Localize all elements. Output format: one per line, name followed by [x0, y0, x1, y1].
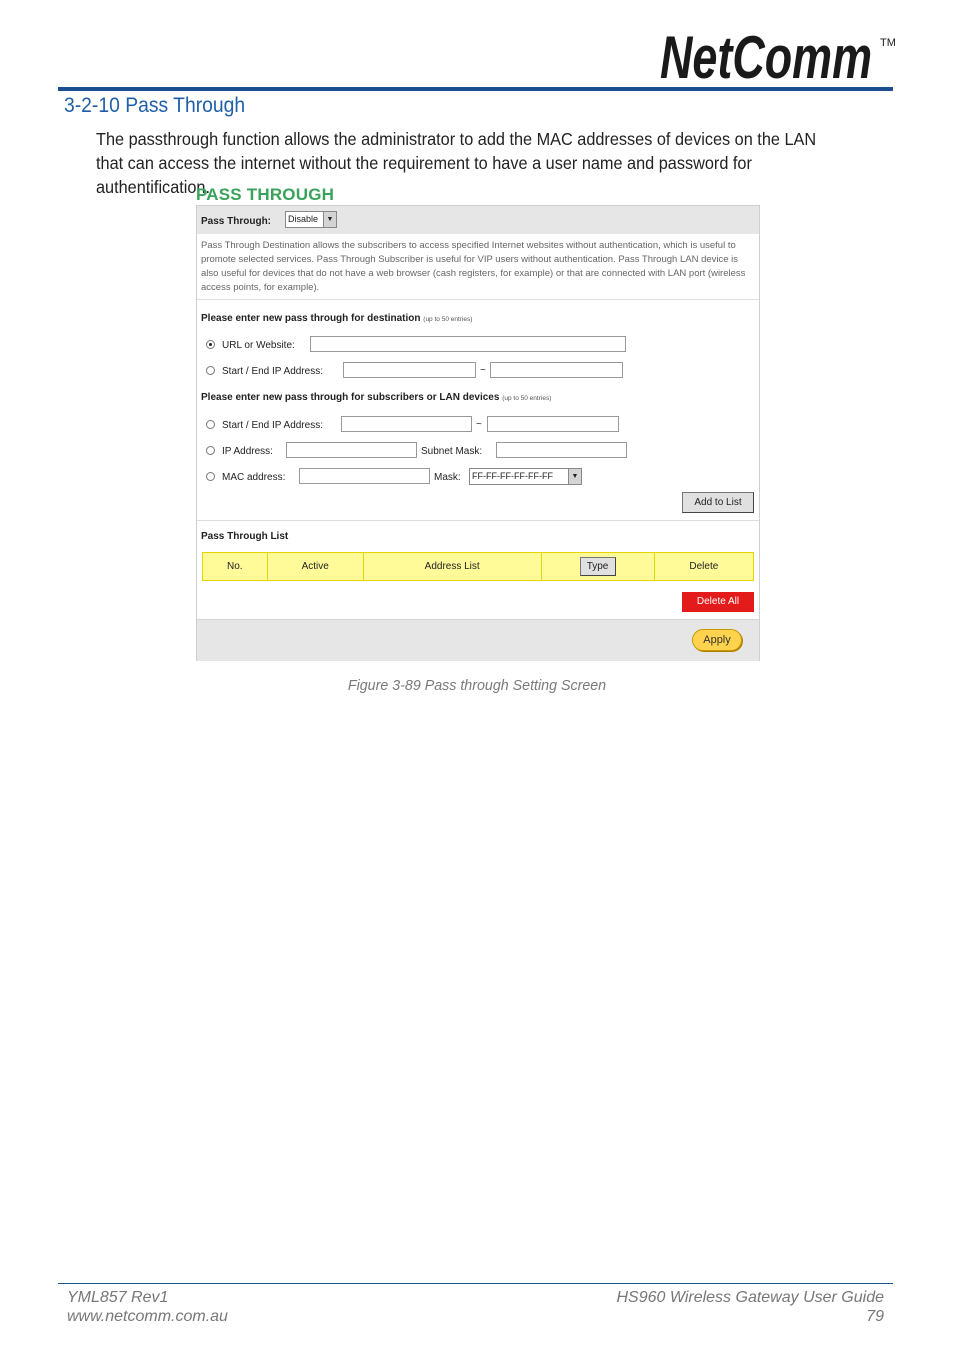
destination-note: (up to 50 entries) — [423, 316, 473, 323]
trademark: TM — [880, 37, 896, 49]
divider — [197, 520, 759, 521]
mac-input[interactable] — [299, 468, 430, 484]
pass-through-description: Pass Through Destination allows the subscribers to access specified Internet websites without authentication, which is useful to promote selected services. Pass Through Subscriber is useful for VIP users without authentication. Pass Through LAN device is also useful for devices that do not have a web browser (cash registers, for example) or that are connected with LAN port (wireless access points, for example). — [201, 240, 746, 293]
list-heading: Pass Through List — [201, 531, 289, 542]
subscriber-heading-text: Please enter new pass through for subscribers or LAN devices — [201, 392, 500, 403]
chevron-down-icon: ▼ — [568, 469, 581, 484]
mask-select[interactable] — [469, 468, 582, 485]
pass-through-label: Pass Through: — [201, 216, 272, 227]
pass-through-select-value: Disable — [288, 214, 319, 224]
divider — [197, 299, 759, 300]
destination-heading — [201, 313, 472, 324]
destination-heading-text: Please enter new pass through for destination — [201, 313, 421, 324]
column-active: Active — [268, 553, 364, 580]
doc-id: YML857 Rev1 — [67, 1289, 169, 1306]
mac-radio[interactable] — [206, 472, 215, 481]
column-no: No. — [203, 553, 268, 580]
pass-through-select[interactable] — [285, 211, 337, 228]
sub-ip-range-label: Start / End IP Address: — [222, 420, 323, 431]
figure-caption: Figure 3-89 Pass through Setting Screen — [347, 677, 607, 694]
dest-ip-separator: ~ — [480, 365, 486, 376]
dest-start-ip-input[interactable] — [343, 362, 476, 378]
pass-through-toggle-row — [197, 206, 759, 234]
sub-ip-separator: ~ — [476, 419, 482, 430]
guide-title: HS960 Wireless Gateway User Guide — [616, 1289, 884, 1306]
netcomm-logo — [656, 28, 896, 84]
intro-paragraph: The passthrough function allows the administrator to add the MAC addresses of devices on the LAN that can access the internet without the requirement to have a user name and password for authentification. — [96, 129, 817, 197]
url-radio[interactable] — [206, 340, 215, 349]
header-rule — [58, 87, 893, 91]
type-button[interactable]: Type — [580, 557, 616, 576]
footer-left — [67, 1288, 228, 1326]
footer-right — [616, 1288, 884, 1326]
sub-end-ip-input[interactable] — [487, 416, 619, 432]
chevron-down-icon: ▼ — [323, 212, 336, 227]
url-label: URL or Website: — [222, 340, 295, 351]
subscriber-note: (up to 50 entries) — [502, 395, 552, 402]
column-address: Address List — [364, 553, 542, 580]
sub-start-ip-input[interactable] — [341, 416, 472, 432]
subnet-label: Subnet Mask: — [421, 446, 483, 457]
subnet-input[interactable] — [496, 442, 627, 458]
mac-label: MAC address: — [222, 472, 286, 483]
sub-ip-range-radio[interactable] — [206, 420, 215, 429]
apply-row — [197, 619, 759, 661]
mask-label: Mask: — [434, 472, 461, 483]
logo-text: NetComm — [660, 28, 872, 84]
ip-radio[interactable] — [206, 446, 215, 455]
pass-through-heading: PASS THROUGH — [196, 185, 335, 204]
page-number: 79 — [866, 1308, 884, 1325]
pass-through-table-header — [202, 552, 754, 581]
url-input[interactable] — [310, 336, 626, 352]
footer-rule — [58, 1283, 893, 1284]
ip-label: IP Address: — [222, 446, 273, 457]
website: www.netcomm.com.au — [67, 1308, 228, 1325]
dest-end-ip-input[interactable] — [490, 362, 623, 378]
pass-through-panel — [196, 205, 760, 661]
column-type — [542, 553, 655, 580]
delete-all-button[interactable]: Delete All — [682, 592, 754, 612]
mask-select-value: FF-FF-FF-FF-FF-FF — [472, 471, 553, 481]
add-to-list-button[interactable]: Add to List — [682, 492, 754, 513]
ip-input[interactable] — [286, 442, 417, 458]
dest-ip-radio[interactable] — [206, 366, 215, 375]
column-delete: Delete — [689, 561, 719, 572]
section-title: 3-2-10 Pass Through — [64, 94, 246, 117]
subscriber-heading — [201, 392, 551, 403]
dest-ip-label: Start / End IP Address: — [222, 366, 323, 377]
apply-button[interactable]: Apply — [692, 629, 742, 651]
